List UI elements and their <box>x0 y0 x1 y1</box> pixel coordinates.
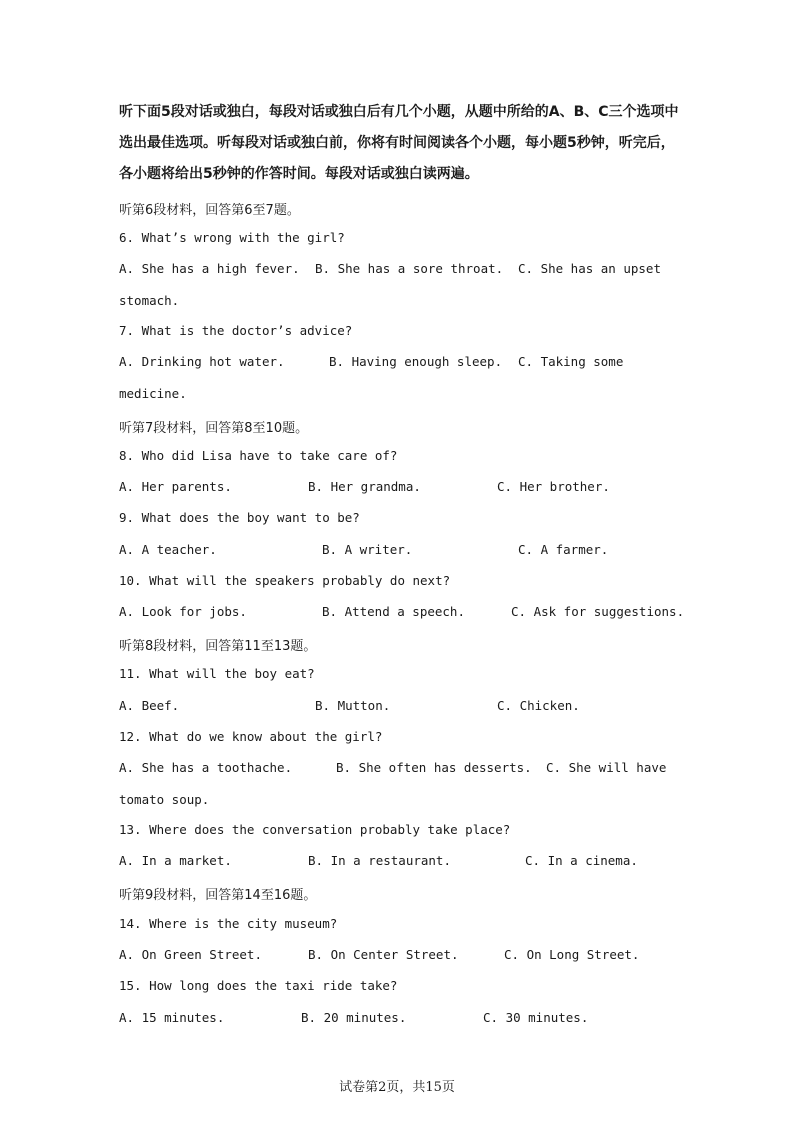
question-stem-8: 8. Who did Lisa have to take care of? <box>119 448 398 463</box>
option-a-9: A. A teacher. <box>119 542 217 557</box>
question-options-10 <box>119 604 685 620</box>
option-a-6: A. She has a high fever. <box>119 261 300 276</box>
question-options-7 <box>119 354 679 370</box>
option-b-9: B. A writer. <box>322 542 413 557</box>
option-c-8: C. Her brother. <box>497 479 610 494</box>
option-b-7: B. Having enough sleep. <box>329 354 503 369</box>
option-a-12: A. She has a toothache. <box>119 760 293 775</box>
question-stem-10: 10. What will the speakers probably do next? <box>119 573 451 588</box>
instructions-paragraph: 听下面5段对话或独白，每段对话或独白后有几个小题，从题中所给的A、B、C三个选项中选出最佳选项。听每段对话或独白前，你将有时间阅读各个小题，每小题5秒钟，听完后，各小题将给出5秒钟的作答时间。每段对话或独白读两遍。 <box>119 104 679 182</box>
section-heading-7: 听第7段材料，回答第8至10题。 <box>119 421 309 436</box>
option-b-8: B. Her grandma. <box>308 479 421 494</box>
question-stem-14: 14. Where is the city museum? <box>119 916 338 931</box>
question-stem-12: 12. What do we know about the girl? <box>119 729 383 744</box>
question-options-11 <box>119 698 679 714</box>
question-stem-11: 11. What will the boy eat? <box>119 666 315 681</box>
option-c-6-continued: stomach. <box>119 293 180 308</box>
option-a-15: A. 15 minutes. <box>119 1010 225 1025</box>
option-c-7-continued: medicine. <box>119 386 187 401</box>
option-c-14: C. On Long Street. <box>504 947 640 962</box>
option-b-6: B. She has a sore throat. <box>315 261 504 276</box>
question-options-15 <box>119 1010 679 1026</box>
question-options-14 <box>119 947 679 963</box>
option-a-13: A. In a market. <box>119 853 232 868</box>
section-heading-8: 听第8段材料，回答第11至13题。 <box>119 639 317 654</box>
option-b-15: B. 20 minutes. <box>301 1010 407 1025</box>
question-options-8 <box>119 479 679 495</box>
option-c-13: C. In a cinema. <box>525 853 638 868</box>
question-stem-6: 6. What’s wrong with the girl? <box>119 230 345 245</box>
question-stem-15: 15. How long does the taxi ride take? <box>119 978 398 993</box>
option-a-14: A. On Green Street. <box>119 947 262 962</box>
option-c-9: C. A farmer. <box>518 542 609 557</box>
section-heading-9: 听第9段材料，回答第14至16题。 <box>119 888 317 903</box>
question-stem-9: 9. What does the boy want to be? <box>119 510 360 525</box>
question-options-9 <box>119 542 679 558</box>
option-c-6: C. She has an upset <box>518 261 661 276</box>
option-b-13: B. In a restaurant. <box>308 853 451 868</box>
question-options-13 <box>119 853 679 869</box>
question-options-6 <box>119 261 679 277</box>
option-b-10: B. Attend a speech. <box>322 604 465 619</box>
option-c-12-continued: tomato soup. <box>119 792 210 807</box>
option-c-10: C. Ask for suggestions. <box>511 604 685 619</box>
option-c-11: C. Chicken. <box>497 698 580 713</box>
question-options-12 <box>119 760 679 776</box>
option-c-7: C. Taking some <box>518 354 624 369</box>
option-b-12: B. She often has desserts. <box>336 760 532 775</box>
option-a-8: A. Her parents. <box>119 479 232 494</box>
section-heading-6: 听第6段材料，回答第6至7题。 <box>119 203 300 218</box>
option-b-14: B. On Center Street. <box>308 947 459 962</box>
page-footer: 试卷第2页，共15页 <box>339 1080 455 1095</box>
question-stem-7: 7. What is the doctor’s advice? <box>119 323 353 338</box>
option-c-15: C. 30 minutes. <box>483 1010 589 1025</box>
option-a-7: A. Drinking hot water. <box>119 354 285 369</box>
option-a-11: A. Beef. <box>119 698 180 713</box>
question-stem-13: 13. Where does the conversation probably take place? <box>119 822 511 837</box>
option-b-11: B. Mutton. <box>315 698 391 713</box>
option-a-10: A. Look for jobs. <box>119 604 247 619</box>
option-c-12: C. She will have <box>546 760 667 775</box>
